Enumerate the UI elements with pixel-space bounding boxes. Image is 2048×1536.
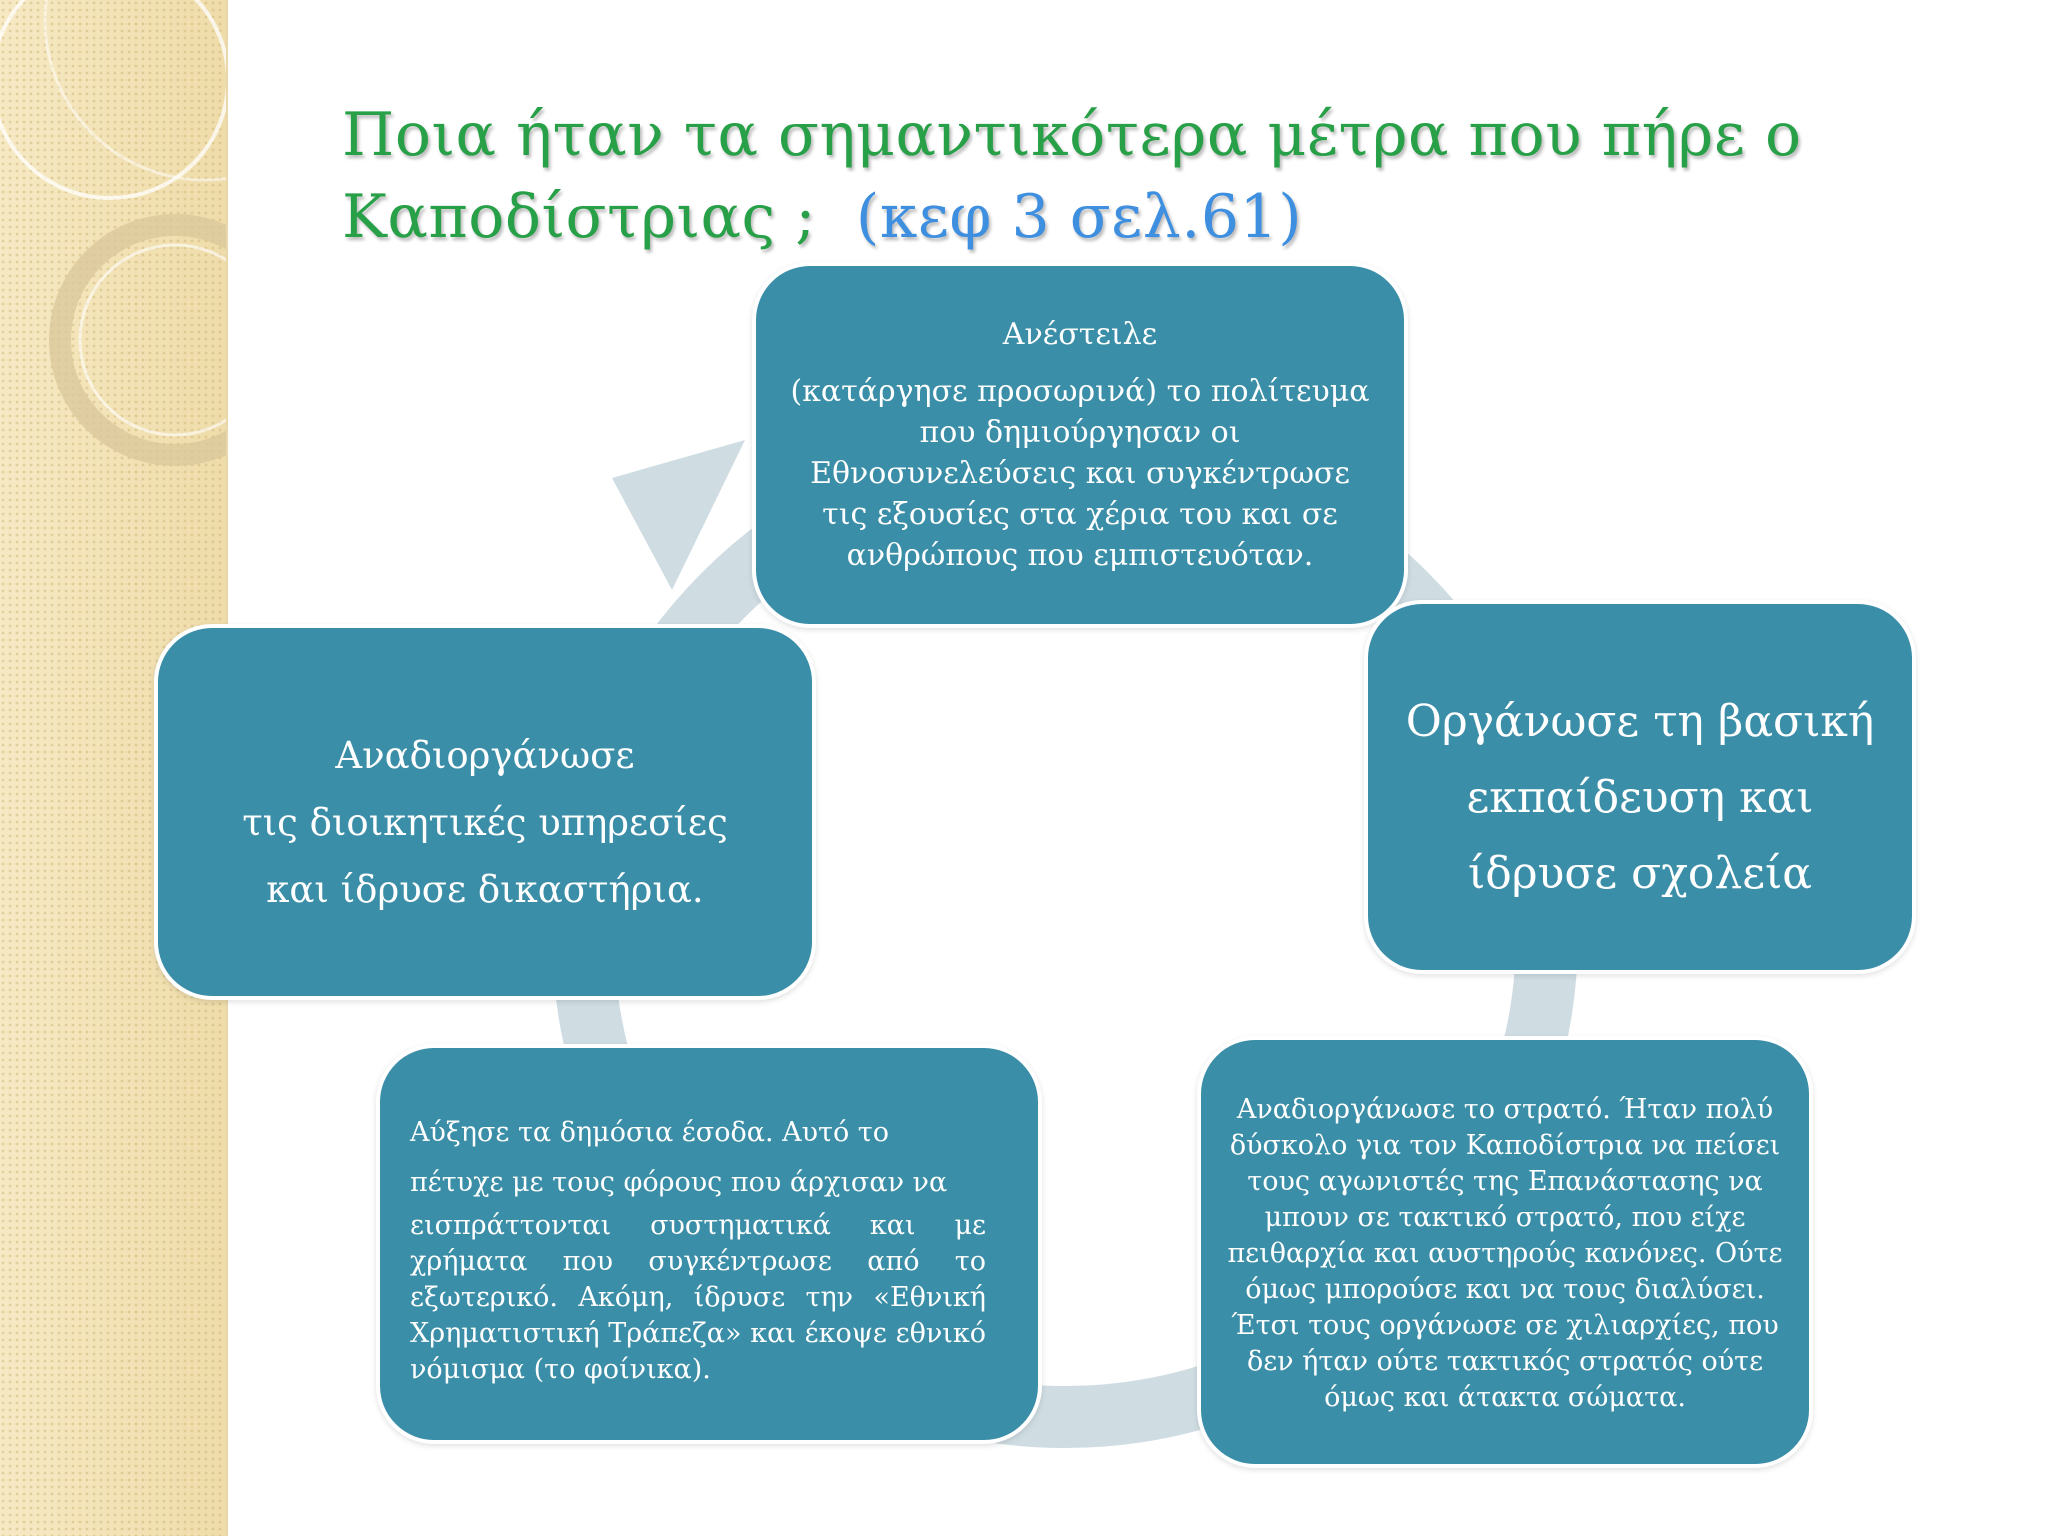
- measure-line: εκπαίδευση και: [1466, 772, 1814, 823]
- measure-text: Αναδιοργάνωσε το στρατό. Ήταν πολύ δύσκολο για τον Καποδίστρια να πείσει τους αγωνιστές της Επανάστασης να μπουν σε τακτικό στρατό, που είχε πειθαρχία και αυστηρούς κανόνες. Ούτε όμως μπορούσε και να τους διαλύσει. Έτσι τους οργάνωσε σε χιλιαρχίες, που δεν ήταν ούτε τακτικός στρατός ούτε όμως και άτακτα σώματα.: [1227, 1094, 1783, 1413]
- measure-line: ίδρυσε σχολεία: [1467, 848, 1812, 899]
- measure-army: [1197, 1036, 1813, 1468]
- measure-line: Οργάνωσε τη βασική: [1405, 696, 1875, 747]
- measure-line: και ίδρυσε δικαστήρια.: [266, 868, 704, 911]
- measure-text: εισπράττονται συστηματικά και με χρήματα που συγκέντρωσε από το εξωτερικό. Ακόμη, ίδρυσε την «Εθνική Χρηματιστική Τράπεζα» και έκοψε εθνικό νόμισμα (το φοίνικα).: [410, 1210, 986, 1385]
- measure-line: Αναδιοργάνωσε: [335, 734, 635, 777]
- measure-administration: [154, 624, 816, 1000]
- measure-heading: Ανέστειλε: [1002, 317, 1158, 352]
- measure-public-revenue: [376, 1044, 1042, 1444]
- chapter-reference: (κεφ 3 σελ.61): [855, 182, 1303, 252]
- title-line-1: Ποια ήταν τα σημαντικότερα μέτρα που πήρε ο: [342, 100, 1802, 170]
- measure-line: τις διοικητικές υπηρεσίες: [242, 801, 728, 844]
- measure-text: (κατάργησε προσωρινά) το πολίτευμα που δημιούργησαν οι Εθνοσυνελεύσεις και συγκέντρωσε τις εξουσίες στα χέρια του και σε ανθρώπους που εμπιστευόταν.: [790, 374, 1370, 573]
- measure-suspended-constitution: [752, 262, 1408, 628]
- title-line-2: Καποδίστριας ;: [342, 182, 816, 252]
- measure-education: [1364, 600, 1916, 974]
- measure-line: Αύξησε τα δημόσια έσοδα. Αυτό το: [410, 1117, 889, 1148]
- measure-line: πέτυχε με τους φόρους που άρχισαν να: [410, 1167, 948, 1198]
